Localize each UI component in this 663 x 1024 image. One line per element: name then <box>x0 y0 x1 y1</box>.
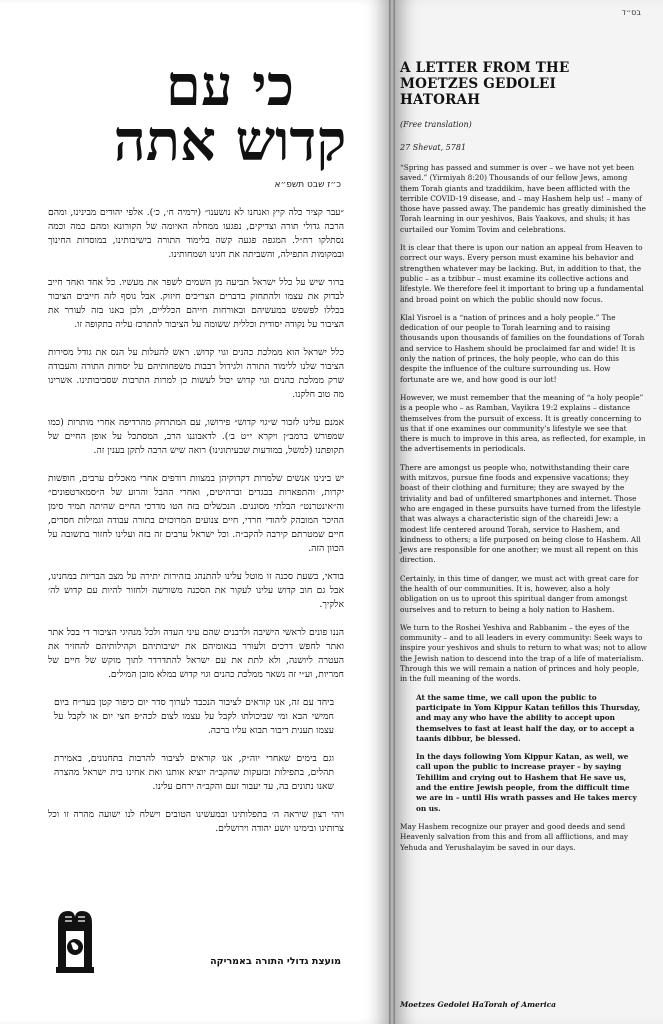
hebrew-paragraph: ״עבר קציר כלה קיץ ואנחנו לא נושענו״ (ירמיה ח׳, כ׳). אלפי יהודים מבינינו, ומהם הרבה גדולי תורה וצדיקים, נפגעו ממחלה האיומה של הקורונא ומהם כמה וכמה נסתלקו רח״ל. המגפה פגעה קשה בלימוד התורה בישיבותינו, במוסדות החינוך ובמקומות התפילה, והשביתה את חגינו ושמחותינו. <box>48 207 344 260</box>
english-signature: Moetzes Gedolei HaTorah of America <box>400 1000 557 1009</box>
english-title: A LETTER FROM THE MOETZES GEDOLEI HATORAH <box>400 60 570 108</box>
hebrew-signature: מועצת גדולי התורה באמריקה <box>210 956 341 967</box>
english-paragraph: There are amongst us people who, notwithstanding their care with mitzvos, pursue fine foods and expensive vacations; they boast of their clothing and furniture; they are swayed by the triviality and bad of unfiltered smartphones and internet. Those who are engaged in these pursuits have turned from the lifestyle that was always a characteristic sign of the chareidi Jew: a modest life centered around Torah, service to Hashem, and kindness to others; a life purposed on being close to Hashem. All Jews are responsible for one another; we must all repent on this direction. <box>400 462 641 565</box>
english-paragraph: We turn to the Roshei Yeshiva and Rabbanim – the eyes of the community – and to all leaders in every community: Seek ways to inspire your yeshivos and shuls to return to what was; not to allow the Jewish nation to descend into the trap of a life of materialism. Through this we will remain a nation of princes and holy people, in the full meaning of the words. <box>400 622 647 684</box>
english-paragraph: “Spring has passed and summer is over – we have not yet been saved.” (Yirmiyah 8:20) Thousands of our fellow Jews, among them Torah giants and tzaddikim, have been afflicted with the terrible COVID-19 disease, and – may Hashem help us! – many of those have passed away. The pandemic has greatly diminished the Torah learning in our yeshivos, Bais Yaakovs, and shuls; it has curtailed our Yomim Tovim and celebrations. <box>400 163 646 234</box>
english-paragraph: However, we must remember that the meaning of “a holy people” is a people who – as Ramban, Vayikra 19:2 explains – distance themselves from the pursuit of excess. It is greatly concerning to us that if one examines our community’s lifestyle we see that there is much to improve in this area, as reflected, for example, in the advertisements in periodicals. <box>400 392 646 454</box>
english-paragraph: At the same time, we call upon the public to participate in Yom Kippur Katan tefillos this Thursday, and may any who have the ability to accept upon themselves to fast at least half the day, or to accept a taanis dibbur, be blessed. <box>416 692 641 743</box>
english-paragraph: Certainly, in this time of danger, we must act with great care for the health of our communities. It is, however, also a holy obligation on us to uproot this spiritual danger from amongst ourselves and to return to being a holy nation to Hashem. <box>400 573 639 614</box>
english-paragraph: In the days following Yom Kippur Katan, as well, we call upon the public to increase prayer – by saying Tehillim and crying out to Hashem that He save us, and the entire Jewish people, from the difficult time we are in – until His wrath passes and He takes mercy on us. <box>416 752 637 813</box>
english-paragraph: May Hashem recognize our prayer and good deeds and send Heavenly salvation from this and from all afflictions, and may Yehuda and Yerushalayim be saved in our days. <box>400 821 629 852</box>
hebrew-title-line-2: קדוש אתה <box>113 108 347 174</box>
bsd-mark: בס״ד <box>621 8 641 17</box>
hebrew-paragraph: וגם בימים שאחרי יוה״ק, אנו קוראים לציבור להרבות בתחנונים, באמירת תהלים, בתפילות ובזעקות שהקב״ה יוציא אותנו ואת אחינו בית ישראל מהצרה שאנו נתונים בה, עד יעבור זעם והקב״ה ירחם עלינו. <box>54 753 334 792</box>
hebrew-paragraph: בודאי, בשעת סכנה זו מוטל עלינו להתנהג בזהירות יתירה על מצב הבריות במחנינו, אבל גם חוב קדוש עלינו לעקור את הסכנה משורשה ולחזור להיות עם קדוש לה׳ אלקיך. <box>48 571 344 610</box>
english-paragraph: Klal Yisroel is a “nation of princes and a holy people.” The dedication of our people to Torah learning and to raising thousands upon thousands of families on the foundations of Torah and service to Hashem should be proclaimed far and wide! It is only the nation of princes, the holy people, who can do this despite the influence of the culture surrounding us. How fortunate are we, and how good is our lot! <box>400 312 645 384</box>
hebrew-paragraph: יש בינינו אנשים שלמרות דקדוקיהן במצוות רודפים אחרי מאכלים ערבים, חופשות יקרות, והתפארות בבגדים וברהיטים, ואחרי ההבל והרוע של ה״סמארטפונים״ וה״אינטרנט״ הבלתי מסוננים. הנכשלים בזה הטו מדרכי החיים שהיתה תמיד סימן ההיכר המובהק ליהודי חרדי, חיים צנועים המרוכזים בתורה עבודה וגמילות חסדים, חיים שמטרתם קירבה להקב״ה. וכל ישראל ערבים זה בזה ועלינו לחזור בתשובה על הכוון הזה. <box>48 473 344 554</box>
hebrew-paragraph: ביחד עם זה, אנו קוראים לציבור הנכבד לערוך סדר יום כיפור קטן בער״ח ביום חמישי הבא ומי שביכולתו לקבל על עצמו לצום לכה״פ חצי יום או לקבל על עצמו תענית דיבור תבוא עליו ברכה. <box>54 697 334 736</box>
hebrew-paragraph: אמנם עלינו לזכור ש״גוי קדוש״ פירושו, עם המתרחק מהרדיפה אחרי מותרות (כמו שמפורש ברמב״ן ויקרא י״ט ב׳). לדאבוננו הרב, המסתכל על אופן החיים של תקופתנו (למשל, במודעות שבעיתונינו) רואה שיש הרבה לתקן בענין זה. <box>48 417 344 456</box>
hebrew-date: כ״ז שבט תשפ״א <box>274 180 341 190</box>
hebrew-body <box>48 206 344 850</box>
torah-tablets-globe-logo-icon <box>52 907 98 977</box>
english-subtitle: (Free translation) <box>400 120 472 129</box>
english-body <box>400 163 647 861</box>
english-date: 27 Shevat, 5781 <box>400 143 467 152</box>
english-paragraph: It is clear that there is upon our nation an appeal from Heaven to correct our ways. Every person must examine his behavior and strengthen whatever may be lacking. But, in addition to that, the public – as a tzibbur – must examine its collective actions and lifestyle. We therefore feel it important to bring up a fundamental and broad point on which the public should now focus. <box>400 243 644 304</box>
hebrew-paragraph: ברור שיש על כלל ישראל תביעה מן השמים לשפר את מעשיו. כל אחד ואחד חייב לבדוק את עצמו ולהתחזק בדברים הצריכים חיזוק. אבל נוסף לזה חייבים הציבור בכללו לפשפש במעשיהם ובאורחות חייהם הכלליים, ולכן באנו בזה לעורר את הציבור על נקודה יסודית וכללית ששומה על הציבור להתרכז עליה בתקופה זו. <box>48 277 344 330</box>
hebrew-paragraph: ויהי רצון שיראה ה׳ בתפלותינו ובמעשינו הטובים וישלח לנו ישועה מהרה זו וכל צרותינו ובימינו יושע יהודה וירושלים. <box>48 809 344 834</box>
hebrew-paragraph: הננו פונים לראשי הישיבה ולרבנים שהם עיני העדה ולכל מנהיגי הציבור די בכל אתר ואתר לחפש דרכים ולעורר בנאומיהם את ישיבותיהם וקהילותיהם להחזיר את העטרה ליושנה, ולא לתת את עם ישראל להתדרדר לתוך מוקש של חיים של חמריות, וע״י זה נשאר ממלכת כהנים וגוי קדוש במלא מובן המילים. <box>48 627 344 680</box>
hebrew-title-line-1: כי עם <box>165 53 295 119</box>
hebrew-paragraph: כלל ישראל הוא ממלכת כהנים וגוי קדוש. ראש להעלות על הנס את גודל מסירות הציבור שלנו ללימוד התורה ולגידול רבבות משפחותיהם על יסודות התורה והעבודה שרק ממלכת כהנים וגוי קדוש יכול לעשות כן למרות התרבות שסביבותינו. אשרינו מה טוב חלקנו. <box>48 347 344 400</box>
